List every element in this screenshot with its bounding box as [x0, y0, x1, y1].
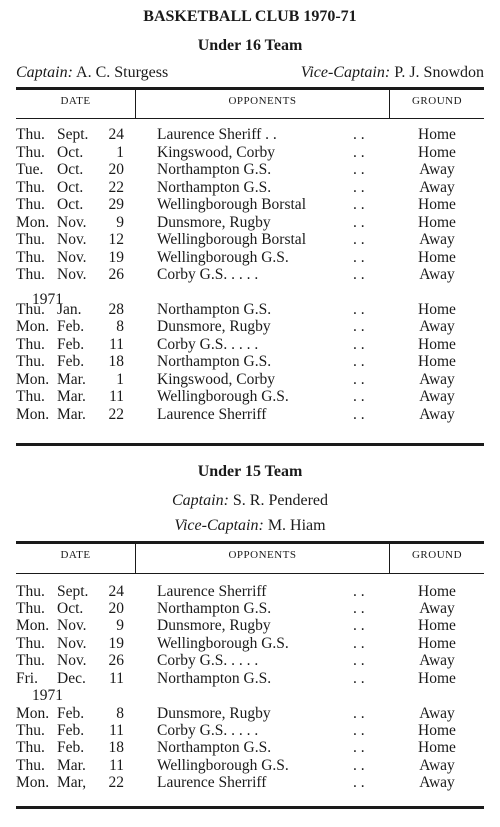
fixture-leader-dots: . .: [353, 705, 365, 722]
fixture-leader-dots: . .: [353, 388, 365, 405]
fixture-day: Thu.: [16, 266, 45, 283]
u16-captain: A. C. Sturgess: [76, 64, 169, 81]
u15-vice: M. Hiam: [267, 517, 326, 534]
fixture-date: 8: [116, 318, 124, 335]
fixture-leader-dots: . .: [353, 722, 365, 739]
fixture-leader-dots: . .: [353, 196, 365, 213]
fixture-opponent: Wellingborough G.S.: [157, 757, 289, 774]
fixture-opponent: Dunsmore, Rugby: [157, 705, 271, 722]
fixture-month: Nov.: [57, 249, 87, 266]
fixture-leader-dots: . .: [353, 336, 365, 353]
fixture-ground: Away: [419, 161, 455, 178]
fixture-day: Thu.: [16, 757, 45, 774]
fixture-date: 1: [116, 371, 124, 388]
fixture-day: Thu.: [16, 301, 45, 318]
fixture-opponent: Laurence Sherriff: [157, 774, 267, 791]
fixture-row: [0, 266, 500, 283]
u16-col-opponents: OPPONENTS: [228, 95, 297, 107]
fixture-month: Oct.: [57, 144, 84, 161]
fixture-row: [0, 722, 500, 739]
fixture-row: [0, 388, 500, 405]
fixture-opponent: Kingswood, Corby: [157, 371, 275, 388]
fixture-row: [0, 371, 500, 388]
fixture-leader-dots: . .: [353, 739, 365, 756]
fixture-month: Mar.: [57, 757, 86, 774]
u16-heading: Under 16 Team: [197, 37, 303, 54]
fixture-month: Oct.: [57, 600, 84, 617]
fixture-opponent: Northampton G.S.: [157, 179, 272, 196]
fixture-opponent: Dunsmore, Rugby: [157, 318, 271, 335]
fixture-date: 20: [108, 600, 124, 617]
fixture-ground: Home: [418, 126, 456, 143]
fixture-date: 9: [116, 617, 124, 634]
fixture-day: Mon.: [16, 705, 50, 722]
page-title: BASKETBALL CLUB 1970-71: [143, 8, 357, 25]
fixture-opponent: Corby G.S. . . . .: [157, 336, 259, 353]
fixture-ground: Home: [418, 336, 456, 353]
fixture-leader-dots: . .: [353, 179, 365, 196]
fixture-date: 24: [108, 126, 124, 143]
fixture-ground: Away: [419, 371, 455, 388]
fixture-leader-dots: . .: [353, 266, 365, 283]
fixture-date: 11: [109, 722, 124, 739]
fixture-ground: Away: [419, 318, 455, 335]
fixture-leader-dots: . .: [353, 406, 365, 423]
fixture-date: 20: [108, 161, 124, 178]
fixture-month: Mar,: [57, 774, 87, 791]
fixture-opponent: Wellingborough Borstal: [157, 231, 306, 248]
fixture-date: 18: [108, 353, 124, 370]
fixture-opponent: Corby G.S. . . . .: [157, 722, 259, 739]
fixture-row: [0, 126, 500, 143]
fixture-leader-dots: . .: [353, 757, 365, 774]
fixture-opponent: Wellingborough G.S.: [157, 388, 289, 405]
u16-vice: P. J. Snowdon: [394, 64, 484, 81]
fixture-day: Thu.: [16, 231, 45, 248]
fixture-ground: Home: [418, 635, 456, 652]
fixture-month: Mar.: [57, 406, 86, 423]
fixture-leader-dots: . .: [353, 126, 365, 143]
fixture-day: Thu.: [16, 739, 45, 756]
fixture-leader-dots: . .: [353, 635, 365, 652]
u15-header-rule: [16, 573, 484, 574]
fixture-leader-dots: . .: [353, 652, 365, 669]
fixture-date: 22: [108, 406, 124, 423]
fixture-opponent: Wellingborough G.S.: [157, 635, 289, 652]
u15-captain-line: [0, 492, 500, 510]
fixture-date: 22: [108, 774, 124, 791]
fixture-opponent: Laurence Sheriff . .: [157, 126, 277, 143]
fixture-leader-dots: . .: [353, 318, 365, 335]
fixture-month: Nov.: [57, 635, 87, 652]
fixture-row: [0, 301, 500, 318]
fixture-row: [0, 353, 500, 370]
fixture-row: [0, 249, 500, 266]
fixture-leader-dots: . .: [353, 774, 365, 791]
fixture-date: 11: [109, 670, 124, 687]
fixture-date: 26: [108, 652, 124, 669]
u16-top-rule: [16, 87, 484, 90]
u15-bottom-rule: [16, 806, 484, 809]
fixture-opponent: Kingswood, Corby: [157, 144, 275, 161]
fixture-date: 12: [108, 231, 124, 248]
fixture-ground: Home: [418, 196, 456, 213]
fixture-ground: Home: [418, 214, 456, 231]
fixture-month: Mar.: [57, 371, 86, 388]
fixture-day: Mon.: [16, 214, 50, 231]
fixture-leader-dots: . .: [353, 144, 365, 161]
fixture-day: Mon.: [16, 774, 50, 791]
fixture-ground: Away: [419, 757, 455, 774]
fixture-month: Feb.: [57, 318, 85, 335]
fixture-ground: Away: [419, 231, 455, 248]
fixture-row: [0, 774, 500, 791]
fixture-date: 18: [108, 739, 124, 756]
fixture-row: [0, 144, 500, 161]
u16-year-label: 1971: [32, 291, 63, 308]
fixture-month: Oct.: [57, 196, 84, 213]
fixture-month: Sept.: [57, 583, 89, 600]
u16-col-ground: GROUND: [411, 95, 463, 107]
fixture-date: 11: [109, 388, 124, 405]
fixture-row: [0, 757, 500, 774]
u15-col-date: DATE: [60, 549, 91, 561]
fixture-month: Dec.: [57, 670, 86, 687]
fixture-month: Feb.: [57, 353, 85, 370]
fixture-date: 24: [108, 583, 124, 600]
fixture-opponent: Wellingborough Borstal: [157, 196, 306, 213]
fixture-month: Feb.: [57, 739, 85, 756]
fixture-ground: Home: [418, 301, 456, 318]
u15-vice-label: Vice-Captain:: [174, 517, 264, 534]
fixture-day: Fri.: [16, 670, 38, 687]
fixture-opponent: Laurence Sherriff: [157, 583, 267, 600]
fixture-ground: Home: [418, 583, 456, 600]
fixture-day: Thu.: [16, 600, 45, 617]
fixture-month: Sept.: [57, 126, 89, 143]
fixture-row: [0, 406, 500, 423]
fixture-date: 19: [108, 249, 124, 266]
fixture-leader-dots: . .: [353, 600, 365, 617]
u16-vice-label: Vice-Captain:: [300, 64, 391, 81]
fixture-ground: Home: [418, 739, 456, 756]
u15-top-rule: [16, 541, 484, 544]
fixture-day: Thu.: [16, 196, 45, 213]
fixture-opponent: Corby G.S. . . . .: [157, 652, 259, 669]
fixture-ground: Home: [418, 249, 456, 266]
fixture-row: [0, 600, 500, 617]
fixture-opponent: Northampton G.S.: [157, 670, 272, 687]
fixture-row: [0, 179, 500, 196]
fixture-row: [0, 214, 500, 231]
fixture-day: Thu.: [16, 652, 45, 669]
fixture-row: [0, 161, 500, 178]
u16-captain-label: Captain:: [16, 64, 73, 81]
fixture-month: Nov.: [57, 231, 87, 248]
fixture-ground: Away: [419, 652, 455, 669]
fixture-row: [0, 231, 500, 248]
u16-header-rule: [16, 118, 484, 119]
fixture-leader-dots: . .: [353, 231, 365, 248]
fixture-month: Mar.: [57, 388, 86, 405]
fixture-leader-dots: . .: [353, 670, 365, 687]
fixture-month: Jan.: [57, 301, 82, 318]
fixture-ground: Away: [419, 705, 455, 722]
fixture-ground: Away: [419, 774, 455, 791]
fixture-month: Oct.: [57, 161, 84, 178]
fixture-leader-dots: . .: [353, 161, 365, 178]
fixture-day: Thu.: [16, 179, 45, 196]
fixture-date: 11: [109, 757, 124, 774]
fixture-date: 28: [108, 301, 124, 318]
u15-captain: S. R. Pendered: [232, 492, 328, 509]
fixture-row: [0, 318, 500, 335]
fixture-month: Nov.: [57, 617, 87, 634]
fixture-day: Thu.: [16, 249, 45, 266]
fixture-ground: Away: [419, 179, 455, 196]
fixture-day: Tue.: [16, 161, 44, 178]
fixture-month: Oct.: [57, 179, 84, 196]
fixture-day: Thu.: [16, 144, 45, 161]
fixture-day: Thu.: [16, 583, 45, 600]
fixture-month: Feb.: [57, 722, 85, 739]
fixture-ground: Away: [419, 600, 455, 617]
fixture-opponent: Northampton G.S.: [157, 161, 272, 178]
fixture-opponent: Northampton G.S.: [157, 600, 272, 617]
fixture-day: Thu.: [16, 722, 45, 739]
fixture-opponent: Northampton G.S.: [157, 739, 272, 756]
fixture-date: 1: [116, 144, 124, 161]
fixture-date: 29: [108, 196, 124, 213]
fixture-day: Thu.: [16, 353, 45, 370]
fixture-ground: Away: [419, 388, 455, 405]
fixture-day: Thu.: [16, 388, 45, 405]
fixture-ground: Home: [418, 144, 456, 161]
fixture-ground: Away: [419, 266, 455, 283]
fixture-opponent: Northampton G.S.: [157, 301, 272, 318]
u15-col-ground: GROUND: [411, 549, 463, 561]
fixture-month: Nov.: [57, 652, 87, 669]
fixture-date: 11: [109, 336, 124, 353]
fixture-date: 8: [116, 705, 124, 722]
fixture-row: [0, 196, 500, 213]
fixture-leader-dots: . .: [353, 249, 365, 266]
fixture-ground: Away: [419, 406, 455, 423]
fixture-date: 9: [116, 214, 124, 231]
fixture-row: [0, 336, 500, 353]
fixture-leader-dots: . .: [353, 583, 365, 600]
u15-col-opponents: OPPONENTS: [228, 549, 297, 561]
fixture-day: Thu.: [16, 635, 45, 652]
fixture-leader-dots: . .: [353, 371, 365, 388]
fixture-date: 19: [108, 635, 124, 652]
fixture-ground: Home: [418, 722, 456, 739]
fixture-opponent: Wellingborough G.S.: [157, 249, 289, 266]
fixture-ground: Home: [418, 353, 456, 370]
u15-vice-line: [0, 517, 500, 535]
fixture-row: [0, 635, 500, 652]
u15-captain-label: Captain:: [172, 492, 229, 509]
fixture-day: Thu.: [16, 336, 45, 353]
u16-col-date: DATE: [60, 95, 91, 107]
fixture-date: 26: [108, 266, 124, 283]
fixture-day: Mon.: [16, 406, 50, 423]
fixture-month: Feb.: [57, 336, 85, 353]
fixture-opponent: Northampton G.S.: [157, 353, 272, 370]
fixture-row: [0, 583, 500, 600]
fixture-leader-dots: . .: [353, 353, 365, 370]
fixture-leader-dots: . .: [353, 301, 365, 318]
fixture-row: [0, 670, 500, 687]
fixture-opponent: Dunsmore, Rugby: [157, 617, 271, 634]
fixture-ground: Home: [418, 670, 456, 687]
u15-heading: Under 15 Team: [197, 463, 303, 480]
fixture-day: Thu.: [16, 126, 45, 143]
fixture-date: 22: [108, 179, 124, 196]
fixture-day: Mon.: [16, 371, 50, 388]
fixture-leader-dots: . .: [353, 214, 365, 231]
fixture-row: [0, 617, 500, 634]
fixture-day: Mon.: [16, 617, 50, 634]
fixture-month: Nov.: [57, 266, 87, 283]
fixture-row: [0, 705, 500, 722]
fixture-row: [0, 652, 500, 669]
fixture-ground: Home: [418, 617, 456, 634]
fixture-row: [0, 739, 500, 756]
fixture-day: Mon.: [16, 318, 50, 335]
fixture-month: Feb.: [57, 705, 85, 722]
fixture-opponent: Laurence Sherriff: [157, 406, 267, 423]
fixture-month: Nov.: [57, 214, 87, 231]
u15-year-label: 1971: [32, 687, 63, 704]
fixture-opponent: Dunsmore, Rugby: [157, 214, 271, 231]
u16-bottom-rule: [16, 443, 484, 446]
fixture-leader-dots: . .: [353, 617, 365, 634]
fixture-opponent: Corby G.S. . . . .: [157, 266, 259, 283]
